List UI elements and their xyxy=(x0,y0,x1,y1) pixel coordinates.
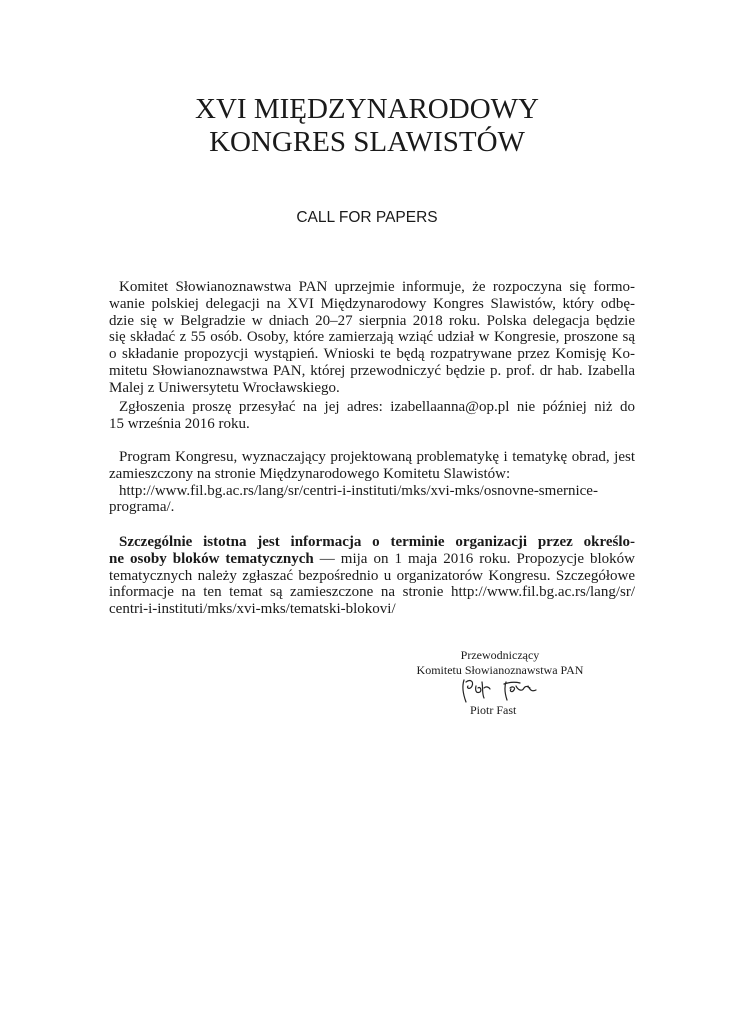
text-line xyxy=(109,534,635,551)
text-line: mitetu Słowianoznawstwa PAN, której przewodniczyć będzie p. prof. dr hab. Izabella xyxy=(109,362,635,379)
text-line: dzie się w Belgradzie w dniach 20–27 sierpnia 2018 roku. Polska delegacja będzie xyxy=(109,312,635,329)
signature-role: Przewodniczący xyxy=(460,648,540,662)
paragraph-thematic-blocks xyxy=(109,534,635,618)
page-title xyxy=(0,93,734,159)
paragraph-program xyxy=(109,449,635,516)
title-line-2: KONGRES SLAWISTÓW xyxy=(209,126,525,158)
text-line: się składać z 55 osób. Osoby, które zamierzają wziąć udział w Kongresie, proszone są xyxy=(109,329,635,346)
signature-block xyxy=(405,648,595,678)
paragraph-announcement xyxy=(109,279,635,397)
bold-text: ne osoby bloków tematycznych xyxy=(109,550,314,567)
program-link: http://www.fil.bg.ac.rs/lang/sr/centri-i-instituti/mks/xvi-mks/osnovne-smernice- xyxy=(119,482,598,499)
handwritten-signature xyxy=(458,676,542,706)
text-line xyxy=(109,551,635,568)
signature-name: Piotr Fast xyxy=(470,703,517,717)
page-subtitle: CALL FOR PAPERS xyxy=(296,209,438,226)
text-line: Program Kongresu, wyznaczający projektowaną problematykę i tematykę obrad, jest xyxy=(119,449,635,465)
text-line: informacje na ten temat są zamieszczone na stronie http://www.fil.bg.ac.rs/lang/sr/ xyxy=(109,584,635,601)
text-line: 15 września 2016 roku. xyxy=(109,415,250,432)
text-line: Komitet Słowianoznawstwa PAN uprzejmie informuje, że rozpoczyna się formo- xyxy=(119,279,635,295)
program-link-end: programa/. xyxy=(109,499,175,516)
text-line: zamieszczony na stronie Międzynarodowego Komitetu Slawistów: xyxy=(109,465,511,482)
bold-text: Szczególnie istotna jest informacja o terminie organizacji przez określo- xyxy=(119,534,635,550)
text-line: Malej z Uniwersytetu Wrocławskiego. xyxy=(109,379,340,396)
text-line: tematycznych należy zgłaszać bezpośrednio u organizatorów Kongresu. Szczegółowe xyxy=(109,567,635,584)
paragraph-submission xyxy=(109,399,635,433)
thematic-blocks-link: centri-i-instituti/mks/xvi-mks/tematski-blokovi/ xyxy=(109,601,396,618)
text-line: o składanie propozycji wystąpień. Wnioski te będą rozpatrywane przez Komisję Ko- xyxy=(109,346,635,363)
text-line: wanie polskiej delegacji na XVI Międzynarodowy Kongres Slawistów, który odbę- xyxy=(109,295,635,312)
title-line-1: XVI MIĘDZYNARODOWY xyxy=(195,93,539,125)
signature-organization: Komitetu Słowianoznawstwa PAN xyxy=(416,663,584,677)
text-line: Zgłoszenia proszę przesyłać na jej adres: izabellaanna@op.pl nie później niż do xyxy=(119,399,635,415)
text-segment: — mija on 1 maja 2016 roku. Propozycje bloków xyxy=(313,550,635,567)
